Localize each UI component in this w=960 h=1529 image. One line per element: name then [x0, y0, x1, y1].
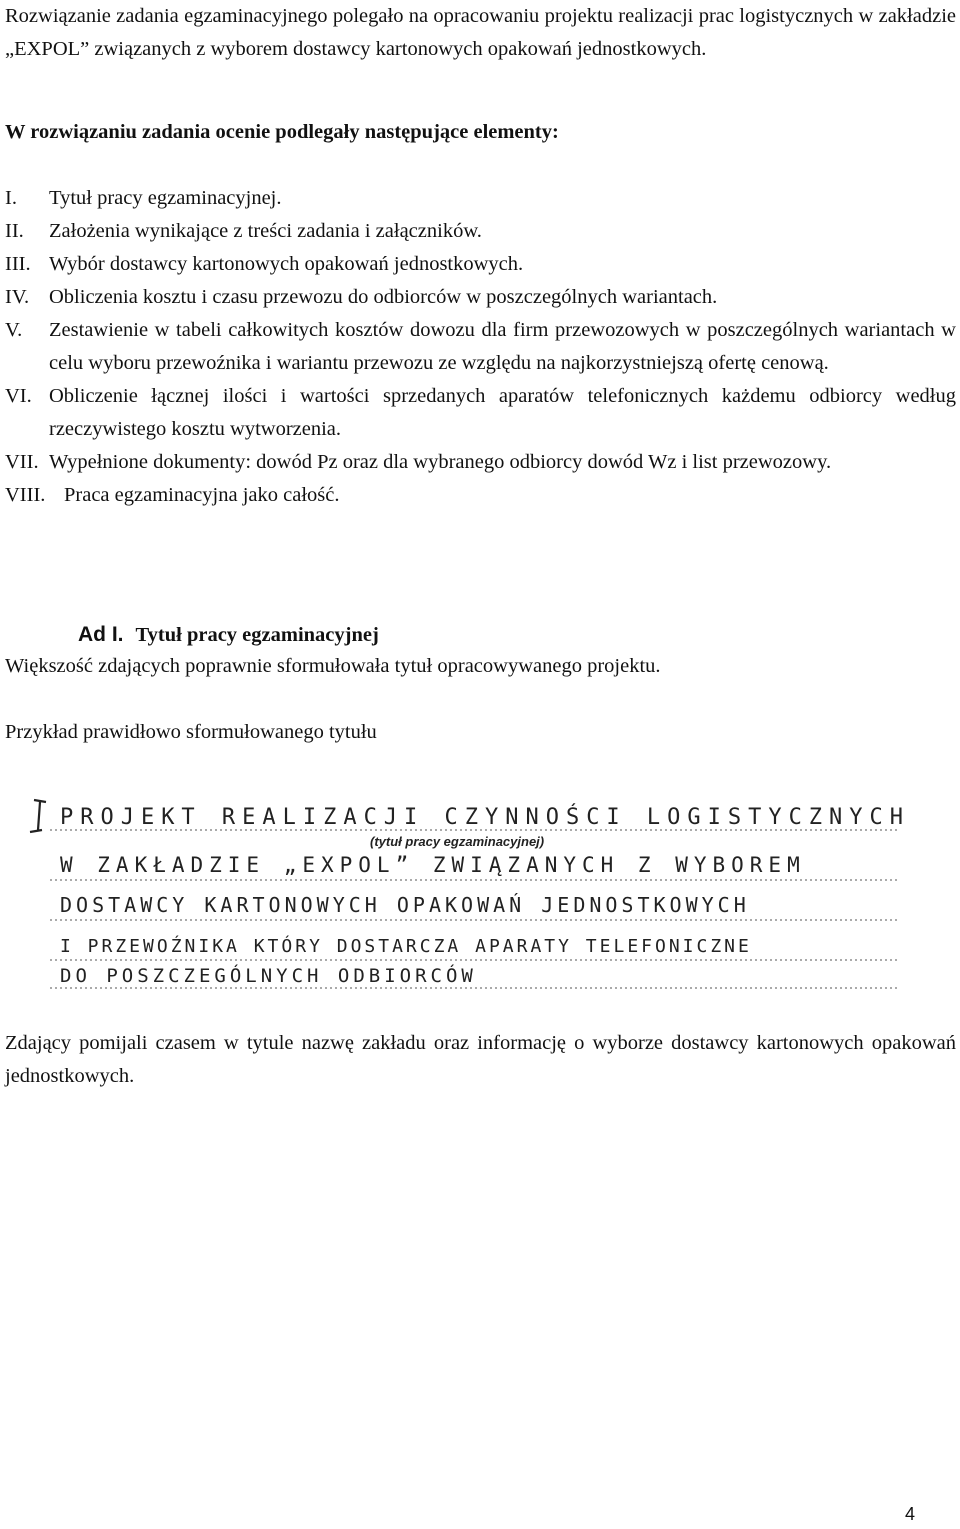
list-item-number: I. — [5, 187, 17, 209]
list-item-number: IV. — [5, 286, 30, 308]
list-item-number: V. — [5, 319, 23, 341]
list-item-text: Obliczenie łącznej ilości i wartości sprzedanych aparatów telefonicznych każdemu odbiorcy według rzeczywistego kosztu wytworzenia. — [49, 385, 956, 440]
list-item-text: Założenia wynikające z treści zadania i załączników. — [49, 220, 482, 242]
handwritten-line: DO POSZCZEGÓLNYCH ODBIORCÓW — [60, 965, 477, 987]
handwritten-caption: (tytuł pracy egzaminacyjnej) — [370, 834, 545, 849]
list-item-number: VI. — [5, 385, 32, 407]
list-item — [5, 446, 956, 479]
list-item — [5, 248, 956, 281]
handwritten-line: I PRZEWOŹNIKA KTÓRY DOSTARCZA APARATY TELEFONICZNE — [60, 936, 752, 957]
list-item — [5, 281, 956, 314]
list-item-number: III. — [5, 253, 31, 275]
paragraph-majority: Większość zdających poprawnie sformułowała tytuł opracowywanego projektu. — [5, 655, 661, 677]
paragraph-example-intro: Przykład prawidłowo sformułowanego tytułu — [5, 721, 377, 743]
list-item — [5, 380, 956, 446]
handwritten-line: PROJEKT REALIZACJI CZYNNOŚCI LOGISTYCZNYCH — [60, 805, 911, 830]
list-item-text: Wypełnione dokumenty: dowód Pz oraz dla wybranego odbiorcy dowód Wz i list przewozowy. — [49, 451, 832, 473]
list-item — [5, 314, 956, 380]
list-item-text: Praca egzaminacyjna jako całość. — [64, 484, 340, 506]
list-item — [5, 479, 956, 512]
section-label: Ad I. — [78, 623, 124, 646]
list-item-text: Obliczenia kosztu i czasu przewozu do odbiorców w poszczególnych wariantach. — [49, 286, 718, 308]
handwritten-line: W ZAKŁADZIE „EXPOL” ZWIĄZANYCH Z WYBOREM — [60, 853, 806, 877]
section-title: Tytuł pracy egzaminacyjnej — [135, 624, 379, 646]
paragraph-omissions: Zdający pomijali czasem w tytule nazwę zakładu oraz informację o wyborze dostawcy kartonowych opakowań jednostkowych. — [5, 1032, 956, 1087]
list-item — [5, 182, 956, 215]
list-item-number: VIII. — [5, 484, 46, 506]
elements-list — [5, 182, 956, 512]
elements-heading: W rozwiązaniu zadania ocenie podlegały następujące elementy: — [5, 121, 559, 143]
list-item-number: II. — [5, 220, 24, 242]
handwritten-line: DOSTAWCY KARTONOWYCH OPAKOWAŃ JEDNOSTKOWYCH — [60, 893, 750, 917]
list-item-number: VII. — [5, 451, 39, 473]
list-item-text: Tytuł pracy egzaminacyjnej. — [49, 187, 282, 209]
list-item-text: Wybór dostawcy kartonowych opakowań jednostkowych. — [49, 253, 524, 275]
section-heading-ad1 — [78, 618, 379, 652]
list-item-text: Zestawienie w tabeli całkowitych kosztów dowozu dla firm przewozowych w poszczególnych wariantach w celu wyboru przewoźnika i wariantu przewozu ze względu na najkorzystniejszą ofertę cenową. — [49, 319, 956, 374]
list-item — [5, 215, 956, 248]
handwritten-title-image — [20, 790, 920, 995]
intro-paragraph: Rozwiązanie zadania egzaminacyjnego polegało na opracowaniu projektu realizacji prac logistycznych w zakładzie „EXPOL” związanych z wyborem dostawcy kartonowych opakowań jednostkowych. — [5, 5, 956, 60]
page-number: 4 — [905, 1504, 916, 1524]
